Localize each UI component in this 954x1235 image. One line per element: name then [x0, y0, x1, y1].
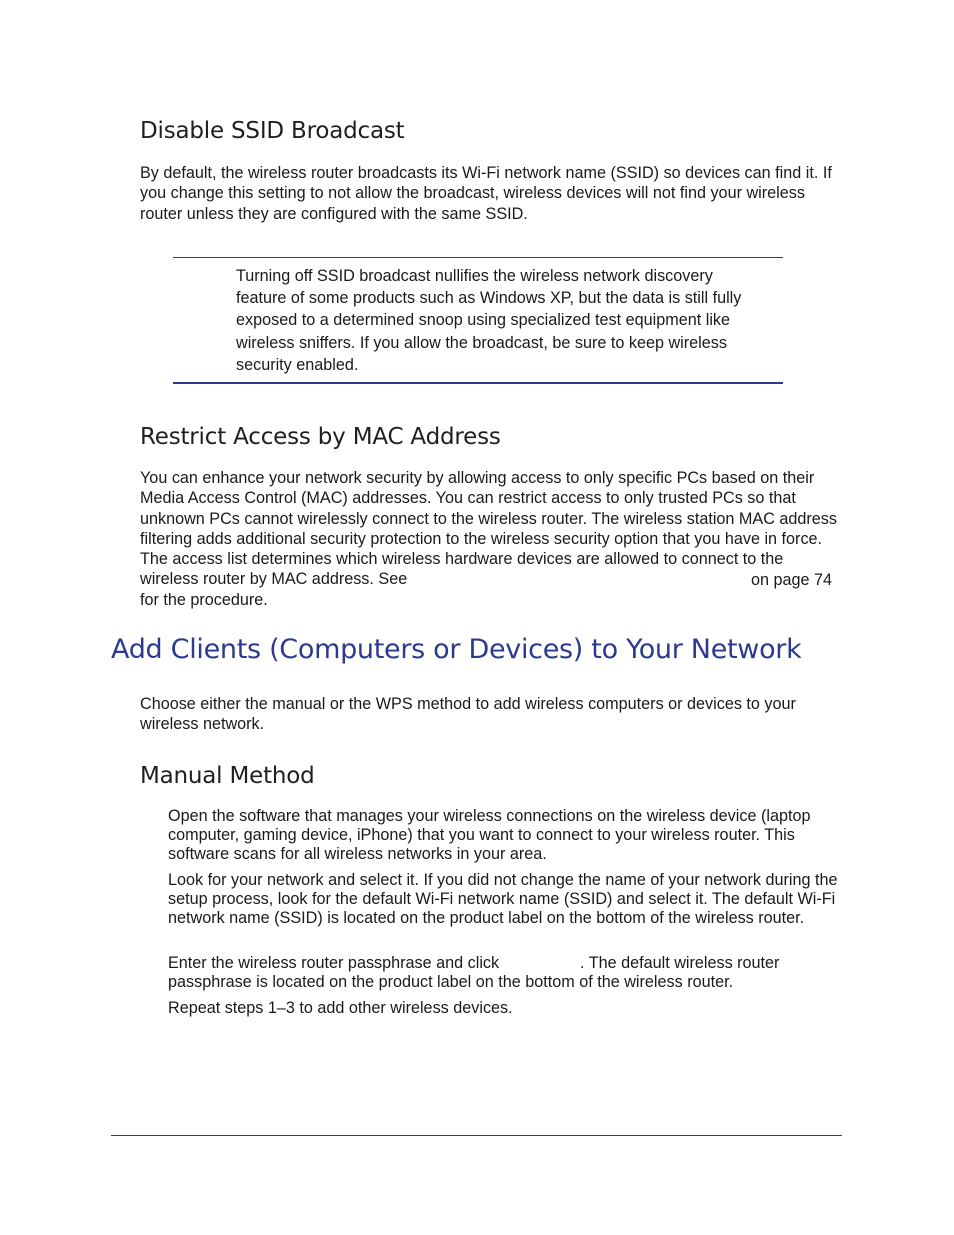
step-3-line2: passphrase is located on the product label on the bottom of the wireless router. — [168, 973, 734, 991]
chapter-heading-add-clients: Add Clients (Computers or Devices) to Your Network — [111, 634, 802, 665]
section-heading-manual-method: Manual Method — [140, 763, 315, 789]
paragraph-restrict-mac — [140, 468, 840, 590]
step-2: Look for your network and select it. If you did not change the name of your network during the setup process, look for the default Wi-Fi network name (SSID) and select it. The default Wi-Fi network name (SSID) is located on the product label on the bottom of the wireless router. — [168, 871, 838, 927]
step-4: Repeat steps 1–3 to add other wireless devices. — [168, 999, 513, 1017]
paragraph-restrict-mac-end: for the procedure. — [140, 591, 268, 609]
footer-rule — [111, 1135, 842, 1136]
paragraph-restrict-mac-main: You can enhance your network security by allowing access to only specific PCs based on their Media Access Control (MAC) addresses. You can restrict access to only trusted PCs so that unknown PCs cannot wirelessly connect to the wireless router. The wireless station MAC address filtering adds additional security protection to the wireless security option that you have in force. The access list determines which wireless hardware devices are allowed to connect to the wireless router by MAC address. See — [140, 469, 837, 589]
note-top-rule — [173, 257, 783, 258]
section-heading-restrict-mac: Restrict Access by MAC Address — [140, 424, 501, 450]
paragraph-add-clients: Choose either the manual or the WPS method to add wireless computers or devices to your wireless network. — [140, 695, 796, 734]
section-heading-disable-ssid: Disable SSID Broadcast — [140, 118, 405, 144]
step-3-line1-part2: . The default wireless router — [580, 954, 780, 972]
paragraph-disable-ssid: By default, the wireless router broadcasts its Wi-Fi network name (SSID) so devices can find it. If you change this setting to not allow the broadcast, wireless devices will not find your wireless router unless they are configured with the same SSID. — [140, 164, 832, 223]
note-bottom-rule — [173, 382, 783, 384]
note-text: Turning off SSID broadcast nullifies the wireless network discovery feature of some products such as Windows XP, but the data is still fully exposed to a determined snoop using specialized test equipment like wireless sniffers. If you allow the broadcast, be sure to keep wireless security enabled. — [236, 267, 742, 374]
step-1: Open the software that manages your wireless connections on the wireless device (laptop computer, gaming device, iPhone) that you want to connect to your wireless router. This software scans for all wireless networks in your area. — [168, 807, 811, 863]
page-reference: on page 74 — [751, 571, 833, 589]
step-3-line1-part1: Enter the wireless router passphrase and click — [168, 954, 500, 972]
